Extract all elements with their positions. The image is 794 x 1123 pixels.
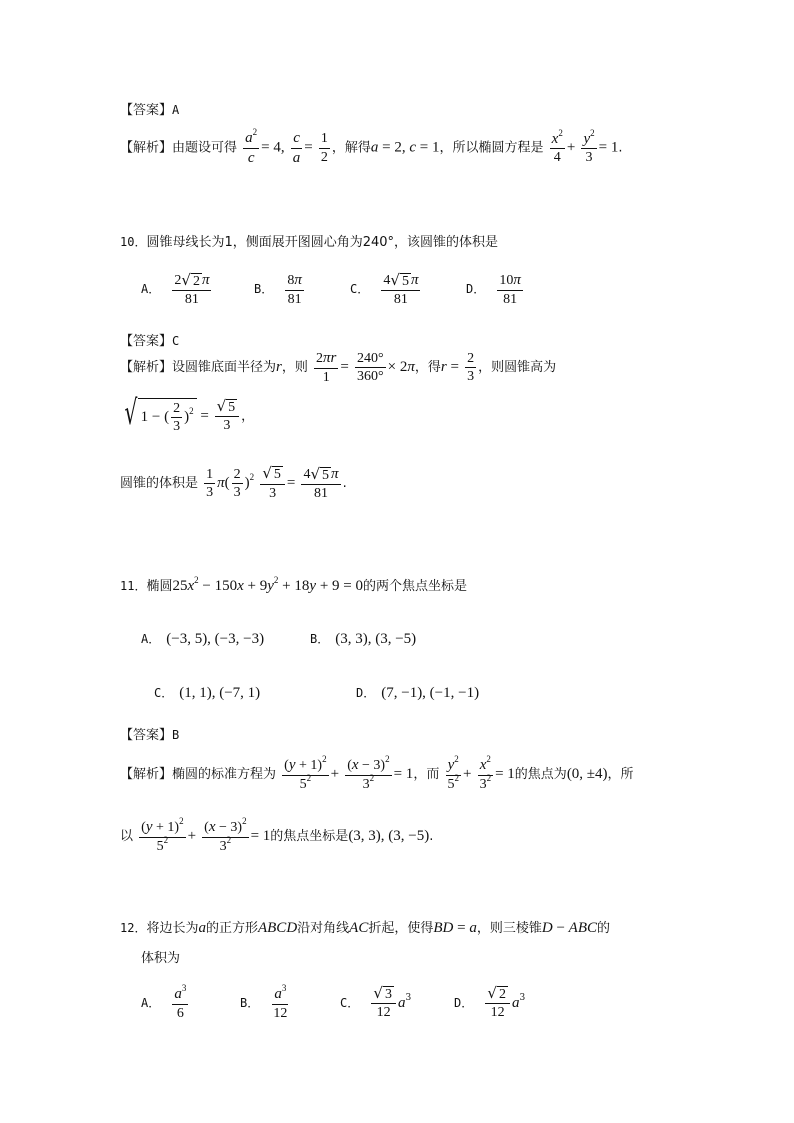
- q10-analysis-line: 【解析】设圆锥底面半径为r，则 $\frac{2\pi r}{1}$ = $\frac{240^\circ}{360^\circ}$ × 2π，得r = $\frac{2}{3}$ ，则圆锥高为: [120, 350, 557, 385]
- formula: √ 3 12: [371, 986, 396, 1021]
- analysis-label: 【解析】: [120, 359, 173, 375]
- formula: √ 2 12: [485, 986, 510, 1021]
- answer-label: 【答案】: [120, 103, 173, 118]
- q10-option-d: D． $\frac{10\pi}{81}$: [466, 272, 521, 307]
- formula: $\frac{1}{2}$: [320, 131, 328, 165]
- formula: $\frac{a^2}{c}$: [245, 127, 258, 166]
- formula: $\frac{x^2}{4}$: [551, 127, 563, 166]
- formula: 4 √ 5 π 81: [303, 464, 339, 501]
- q10-answer-line: [120, 330, 179, 349]
- formula: $\frac{2\pi r}{1}$: [316, 350, 337, 385]
- formula: $\frac{y^2}{3}$: [583, 127, 595, 166]
- q10-option-a: A． 2 √ 2 π 81: [141, 270, 210, 307]
- formula: $\frac{10\pi}{81}$: [499, 272, 521, 307]
- q11-analysis-line: 【解析】椭圆的标准方程为 $\frac{(y + 1)^2}{5^2}$ + $\frac{(x - 3)^2}{3^2}$ = 1，而 $\frac{y^2}{5^2}$ + $\frac{x^2}{3^2}$ = 1的焦点为(0, ±4)，所: [120, 754, 634, 792]
- q11-option-b: B． (3, 3), (3, −5): [310, 631, 417, 647]
- formula: $\frac{y^2}{5^2}$: [447, 754, 459, 792]
- q10-number: 10．: [120, 235, 147, 249]
- answer-label: 【答案】: [120, 728, 173, 743]
- q12-number: 12．: [120, 921, 147, 935]
- q10-stem: [120, 231, 498, 250]
- q11-option-a: A． (−3, 5), (−3, −3): [141, 631, 265, 647]
- q11-number: 11．: [120, 579, 147, 593]
- formula: √ 5 3: [215, 399, 240, 434]
- q11-option-d: D． (7, −1), (−1, −1): [356, 685, 480, 701]
- q9-answer-value: A: [172, 103, 180, 117]
- formula: $\frac{a^3}{6}$: [174, 983, 187, 1021]
- formula: $\frac{1}{3}$: [206, 466, 214, 501]
- formula: √ 1 − ( $\frac{2}{3}$ )$^2$: [120, 398, 197, 435]
- q12-option-a: A． $\frac{a^3}{6}$: [141, 983, 187, 1021]
- formula: $\frac{(y + 1)^2}{5^2}$: [284, 754, 327, 792]
- q10-text: 圆锥母线长为1，侧面展开图圆心角为240°，该圆锥的体积是: [146, 235, 499, 250]
- formula: $\frac{8\pi}{81}$: [287, 272, 302, 307]
- formula: $\frac{x^2}{3^2}$: [479, 754, 492, 792]
- analysis-label: 【解析】: [120, 766, 173, 782]
- analysis-label: 【解析】: [120, 140, 173, 156]
- q9-answer-line: [120, 99, 179, 118]
- q12-option-b: B． $\frac{a^3}{12}$: [240, 983, 288, 1021]
- q11-answer-value: B: [172, 728, 180, 742]
- q11-answer-line: [120, 724, 179, 743]
- q10-height-line: √ 1 − ( $\frac{2}{3}$ )$^2$ = √ 5 3 ，: [120, 398, 254, 435]
- formula: $\frac{c}{a}$: [292, 130, 301, 166]
- q12-option-d: D． √ 2 12 $a^3$: [454, 984, 526, 1021]
- q12-stem: 12．将边长为a的正方形ABCD沿对角线AC折起，使得BD = a，则三棱锥D − ABC的: [120, 920, 611, 936]
- formula: $\frac{2}{3}$: [467, 350, 475, 384]
- q11-option-c: C． (1, 1), (−7, 1): [154, 685, 261, 701]
- q11-analysis-line2: 以 $\frac{(y + 1)^2}{5^2}$ + $\frac{(x - 3)^2}{3^2}$ = 1的焦点坐标是(3, 3), (3, −5).: [120, 816, 434, 854]
- formula: $\frac{(y + 1)^2}{5^2}$: [141, 816, 184, 854]
- q10-option-c: C． 4 √ 5 π 81: [350, 270, 419, 307]
- q9-analysis-line: 【解析】由题设可得 $\frac{a^2}{c}$ = 4, $\frac{c}{a}$ = $\frac{1}{2}$ ，解得a = 2, c = 1，所以椭圆方程是 $\frac{x^2}{4}$ + $\frac{y^2}{3}$ = 1.: [120, 127, 623, 166]
- q12-stem-line2: 体积为: [141, 951, 181, 966]
- formula: 4 √ 5 π 81: [383, 270, 419, 307]
- answer-label: 【答案】: [120, 334, 173, 349]
- formula: a = 2, c = 1: [370, 139, 440, 156]
- q12-option-c: C． √ 3 12 $a^3$: [340, 984, 412, 1021]
- q10-option-b: B． $\frac{8\pi}{81}$: [254, 272, 302, 307]
- formula: $\frac{240^\circ}{360^\circ}$: [357, 350, 384, 384]
- formula: $\frac{(x - 3)^2}{3^2}$: [204, 816, 247, 854]
- q11-stem: 11．椭圆$25x^2 - 150x + 9y^2 + 18y + 9 = 0$的两个焦点坐标是: [120, 575, 467, 594]
- formula: $\frac{(x - 3)^2}{3^2}$: [347, 754, 390, 792]
- formula: $\frac{a^3}{12}$: [273, 983, 288, 1021]
- formula: 2 √ 2 π 81: [174, 270, 210, 307]
- formula: $25x^2 - 150x + 9y^2 + 18y + 9 = 0$: [172, 575, 363, 594]
- q10-answer-value: C: [172, 334, 180, 348]
- formula: √ 5 3: [260, 466, 285, 501]
- q10-volume-line: 圆锥的体积是 $\frac{1}{3}$ π( $\frac{2}{3}$ )$^2$ √ 5 3 = 4 √ 5 π 81 .: [120, 464, 347, 501]
